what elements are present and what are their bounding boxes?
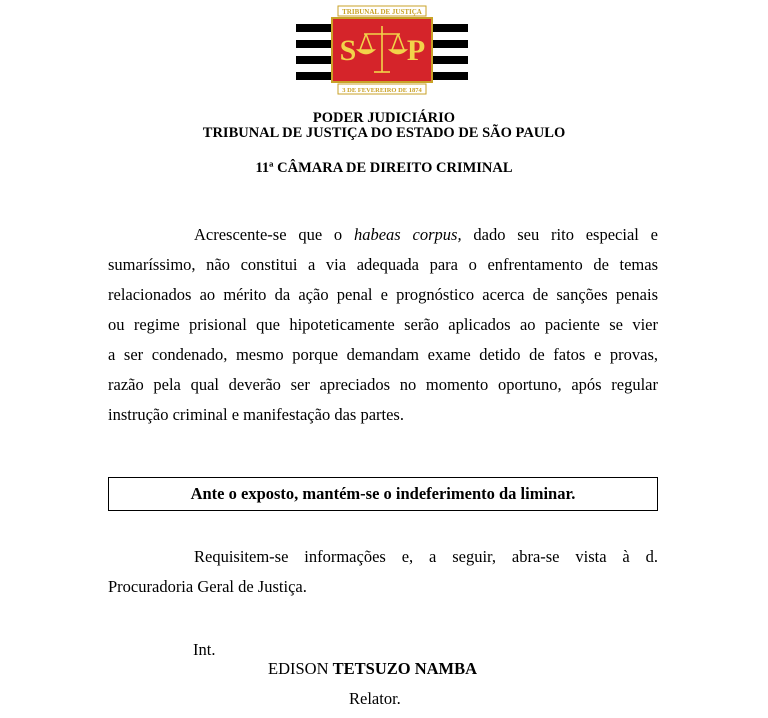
seal-letter-right: P bbox=[406, 34, 426, 67]
paragraph-line: instrução criminal e manifestação das partes. bbox=[108, 405, 404, 424]
paragraph-habeas-corpus bbox=[108, 220, 658, 430]
seal-letter-left: S bbox=[339, 34, 357, 67]
paragraph-requests bbox=[108, 542, 658, 602]
paragraph-line: Procuradoria Geral de Justiça. bbox=[108, 577, 307, 596]
signatory-name: EDISON TETSUZO NAMBA bbox=[268, 659, 478, 678]
paragraph-line: Requisitem-se informações e, a seguir, abra-se vista à d. bbox=[194, 547, 658, 566]
paragraph-line: ou regime prisional que hipoteticamente serão aplicados ao paciente se vier bbox=[108, 315, 658, 334]
paragraph-line: razão pela qual deverão ser apreciados no momento oportuno, após regular bbox=[108, 375, 658, 394]
paragraph-line: sumaríssimo, não constitui a via adequada para o enfrentamento de temas bbox=[108, 255, 658, 274]
court-seal-logo bbox=[296, 2, 468, 96]
signatory-role: Relator. bbox=[349, 689, 401, 708]
paragraph-line: Acrescente-se que o habeas corpus, dado seu rito especial e bbox=[194, 225, 658, 244]
header-judiciary: PODER JUDICIÁRIO bbox=[312, 110, 456, 126]
italic-term: habeas corpus, bbox=[353, 225, 462, 244]
paragraph-line: a ser condenado, mesmo porque demandam exame detido de fatos e provas, bbox=[108, 345, 658, 364]
decision-box: Ante o exposto, mantém-se o indeferimento da liminar. bbox=[108, 477, 658, 511]
seal-top-text: TRIBUNAL DE JUSTIÇA bbox=[342, 8, 422, 16]
int-note: Int. bbox=[193, 640, 216, 659]
seal-bottom-text: 3 DE FEVEREIRO DE 1874 bbox=[342, 87, 422, 94]
header-court: TRIBUNAL DE JUSTIÇA DO ESTADO DE SÃO PAULO bbox=[202, 125, 566, 141]
paragraph-line: relacionados ao mérito da ação penal e prognóstico acerca de sanções penais bbox=[108, 285, 658, 304]
header-chamber: 11ª CÂMARA DE DIREITO CRIMINAL bbox=[255, 160, 513, 176]
